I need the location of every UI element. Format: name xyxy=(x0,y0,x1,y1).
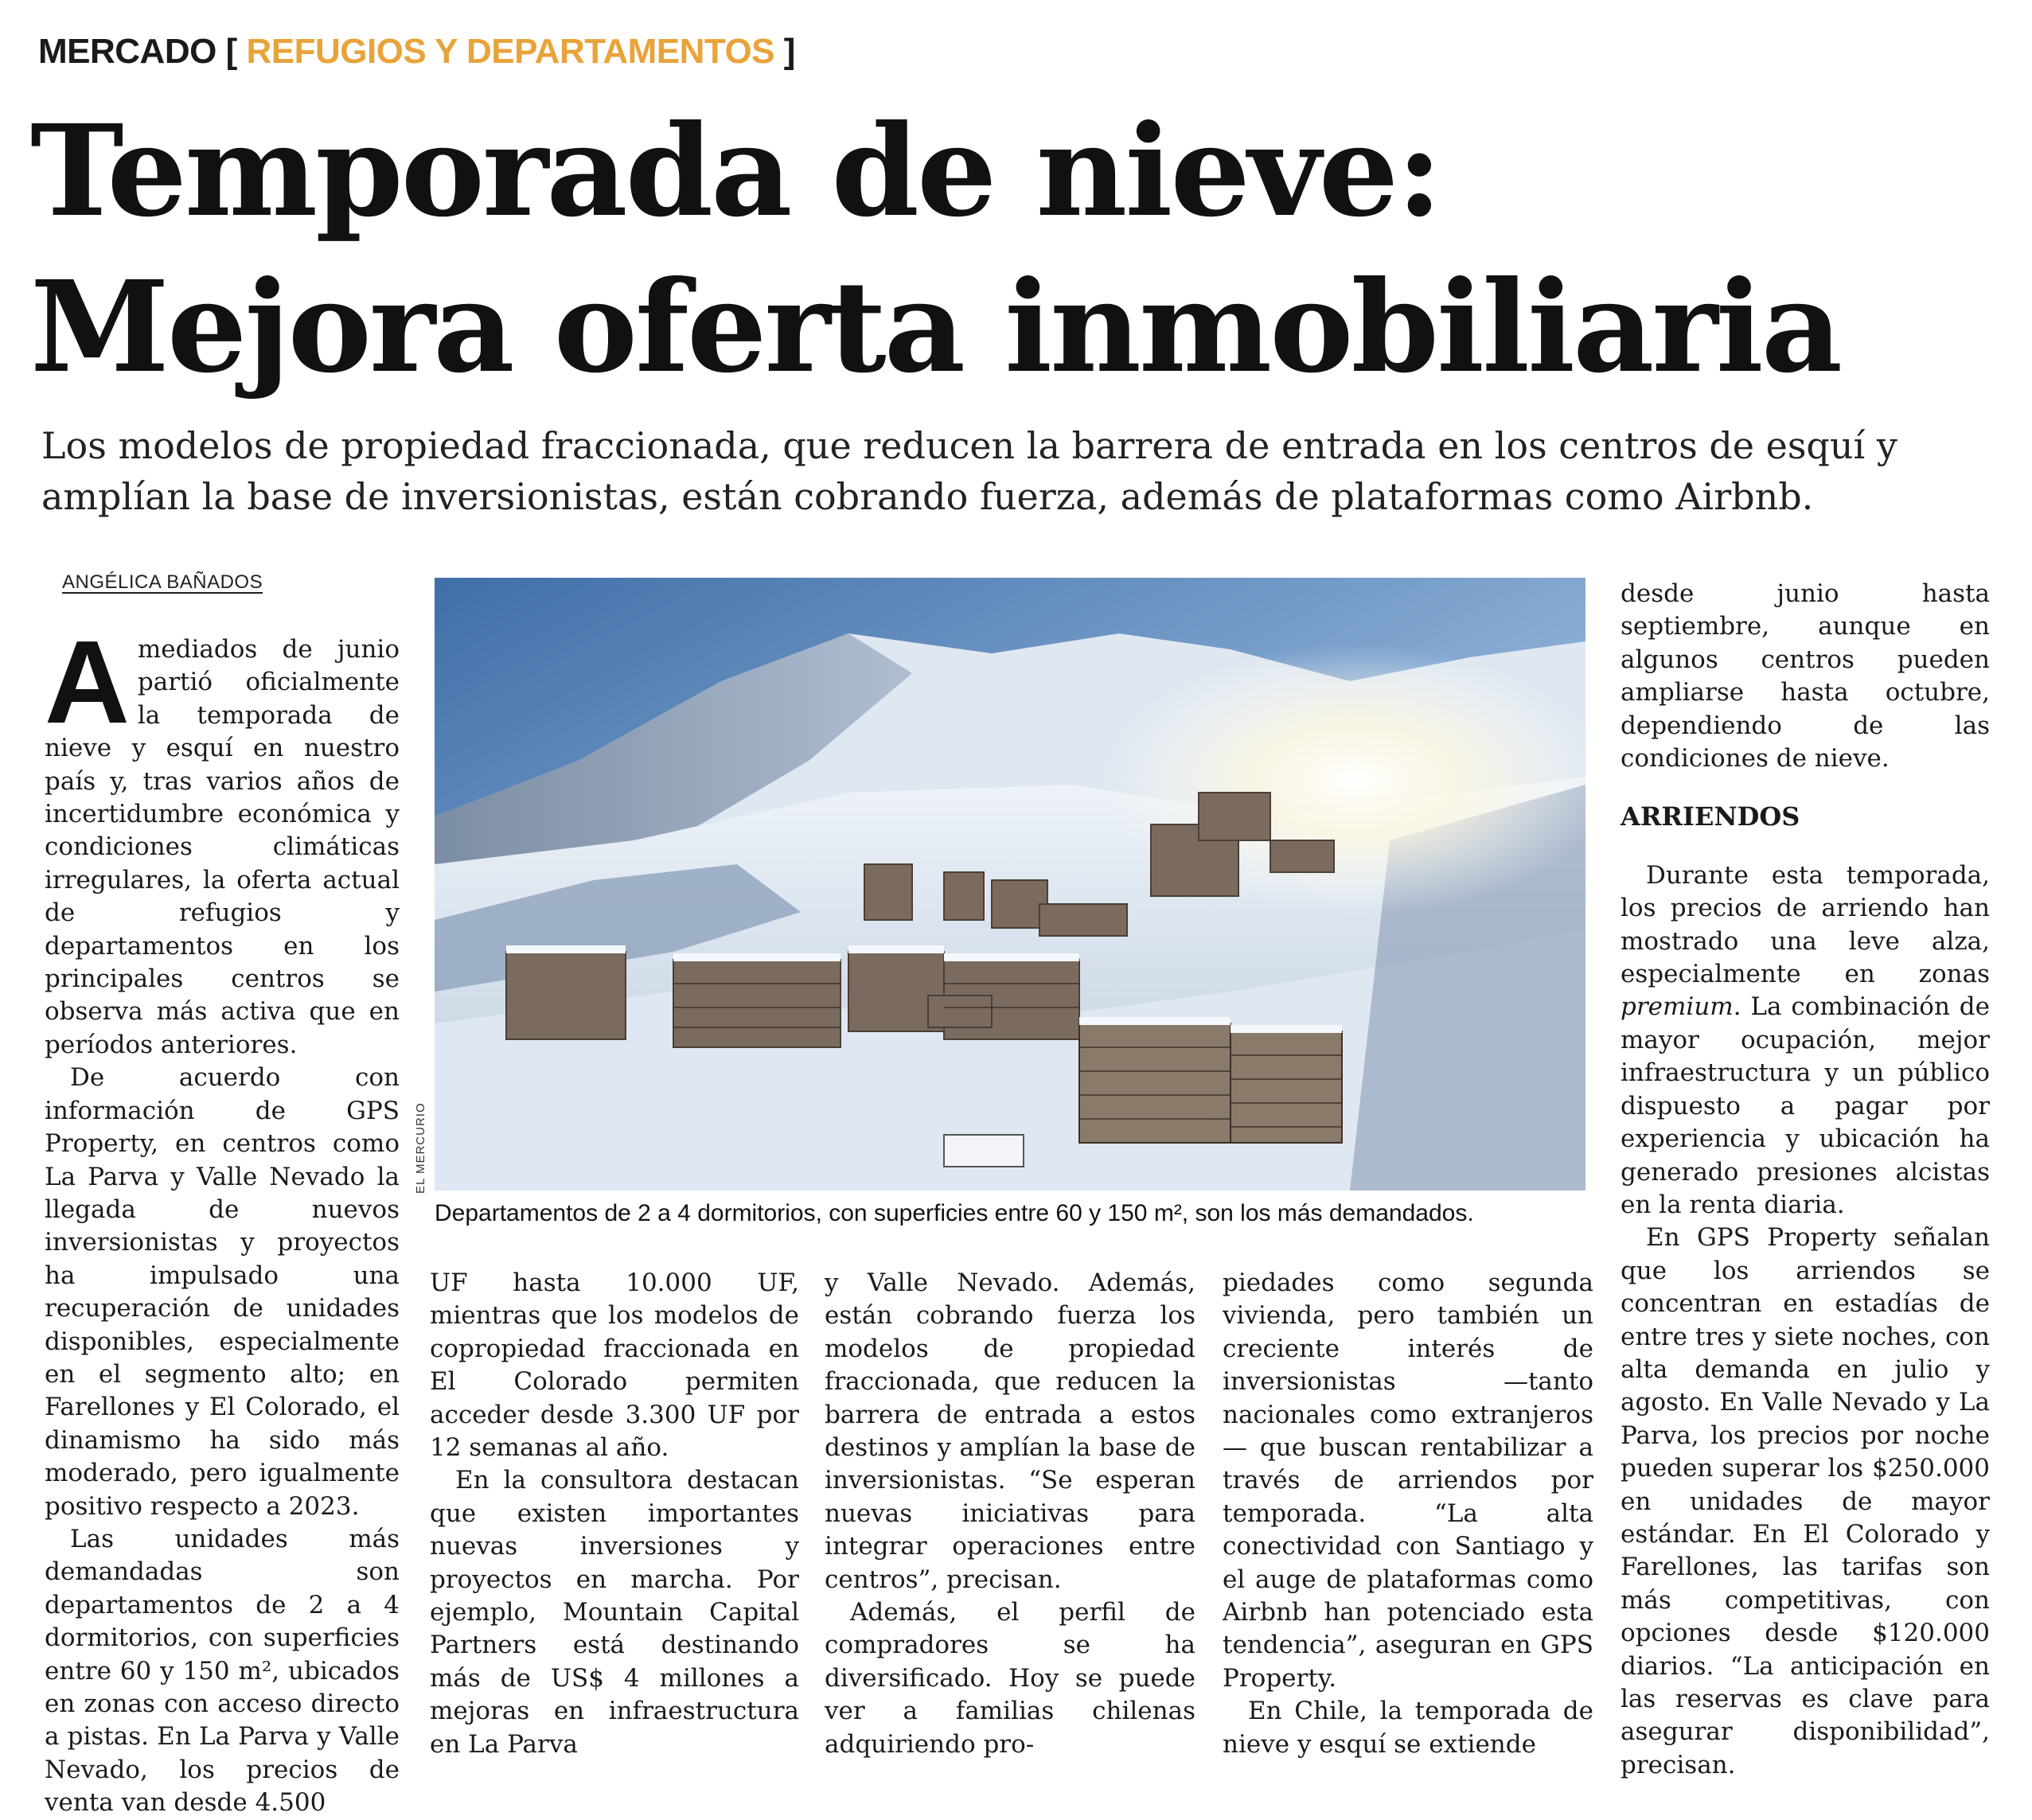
body-column-1 xyxy=(45,617,400,1818)
article-photo xyxy=(435,578,1585,1191)
paragraph-text: Durante esta temporada, los precios de arriendo han mostrado una leve alza, especialmente en zonas xyxy=(1621,860,1990,989)
headline-line-2: Mejora oferta inmobiliaria xyxy=(30,254,1841,401)
subheading-arriendos: ARRIENDOS xyxy=(1621,801,1800,832)
section-open-bracket: [ xyxy=(225,32,237,71)
paragraph: En Chile, la temporada de nieve y esquí se extiende xyxy=(1223,1697,1593,1759)
byline: ANGÉLICA BAÑADOS xyxy=(62,571,263,593)
italic-term: premium xyxy=(1621,992,1734,1022)
paragraph-text: . La combinación de mayor ocupación, mejor infraestructura y un público dispuesto a pagar por experiencia y ubicación ha generado presiones alcistas en la renta diaria. xyxy=(1621,992,1990,1219)
paragraph-text: mediados de junio partió oficialmente la temporada de nieve y esquí en nuestro país y, tras varios años de incertidumbre económica y condiciones climáticas irregulares, la oferta actual de refugios y departamentos en los principales centros se observa más activa que en períodos anteriores. xyxy=(45,635,400,1059)
paragraph: desde junio hasta septiembre, aunque en algunos centros pueden ampliarse hasta octubre, dependiendo de las condiciones de nieve. xyxy=(1621,579,1990,774)
drop-cap: A xyxy=(45,617,130,748)
headline xyxy=(30,94,2004,406)
section-close-bracket: ] xyxy=(783,32,795,71)
body-column-5 xyxy=(1621,578,1990,1779)
section-tag xyxy=(38,32,795,80)
paragraph: En GPS Property señalan que los arriendos se concentran en estadías de entre tres y siete noches, con alta demanda en julio y agosto. En Valle Nevado y La Parva, los precios por noche pueden superar los $250.000 en unidades de mayor estándar. En El Colorado y Farellones, las tarifas son más competitivas, con opciones desde $120.000 diarios. “La anticipación en las reservas es clave para asegurar disponibilidad”, precisan. xyxy=(1621,1223,1990,1779)
headline-line-1: Temporada de nieve: xyxy=(30,98,1441,245)
paragraph xyxy=(45,617,400,1062)
paragraph: piedades como segunda vivienda, pero también un creciente interés de inversionistas —tanto nacionales como extranjeros— que buscan rentabilizar a través de arriendos por temporada. “La alta conectividad con Santiago y el auge de plataformas como Airbnb han potenciado esta tendencia”, aseguran en GPS Property. xyxy=(1223,1269,1593,1693)
body-column-2 xyxy=(430,1267,799,1759)
body-column-4 xyxy=(1223,1267,1593,1759)
section-topic: REFUGIOS Y DEPARTAMENTOS xyxy=(246,32,775,71)
paragraph: Las unidades más demandadas son departamentos de 2 a 4 dormitorios, con superficies entre 60 y 150 m², ubicados en zonas con acceso directo a pistas. En La Parva y Valle Nevado, los precios de venta van desde 4.500 xyxy=(45,1524,400,1818)
paragraph: En la consultora destacan que existen importantes nuevas inversiones y proyectos en marcha. Por ejemplo, Mountain Capital Partners está destinando más de US$ 4 millones a mejoras en infraestructura en La Parva xyxy=(430,1466,799,1759)
paragraph: Además, el perfil de compradores se ha diversificado. Hoy se puede ver a familias chilenas adquiriendo pro- xyxy=(825,1598,1195,1759)
photo-caption: Departamentos de 2 a 4 dormitorios, con superficies entre 60 y 150 m², son los más demandados. xyxy=(435,1200,1474,1226)
body-column-3 xyxy=(825,1267,1195,1759)
paragraph: De acuerdo con información de GPS Property, en centros como La Parva y Valle Nevado la llegada de nuevos inversionistas y proyectos ha impulsado una recuperación de unidades disponibles, especialmente en el segmento alto; en Farellones y El Colorado, el dinamismo ha sido más moderado, pero igualmente positivo respecto a 2023. xyxy=(45,1063,400,1521)
section-label: MERCADO xyxy=(38,32,216,71)
paragraph xyxy=(1621,859,1990,1222)
paragraph: UF hasta 10.000 UF, mientras que los modelos de copropiedad fraccionada en El Colorado permiten acceder desde 3.300 UF por 12 semanas al año. xyxy=(430,1269,799,1463)
paragraph: y Valle Nevado. Además, están cobrando fuerza los modelos de propiedad fraccionada, que reducen la barrera de entrada a estos destinos y amplían la base de inversionistas. “Se esperan nuevas iniciativas para integrar operaciones entre centros”, precisan. xyxy=(825,1269,1195,1594)
ski-resort-photo xyxy=(435,578,1585,1191)
deck: Los modelos de propiedad fraccionada, que reducen la barrera de entrada en los centros de esquí y amplían la base de inversionistas, están cobrando fuerza, además de plataformas como Airbnb. xyxy=(41,424,1897,518)
